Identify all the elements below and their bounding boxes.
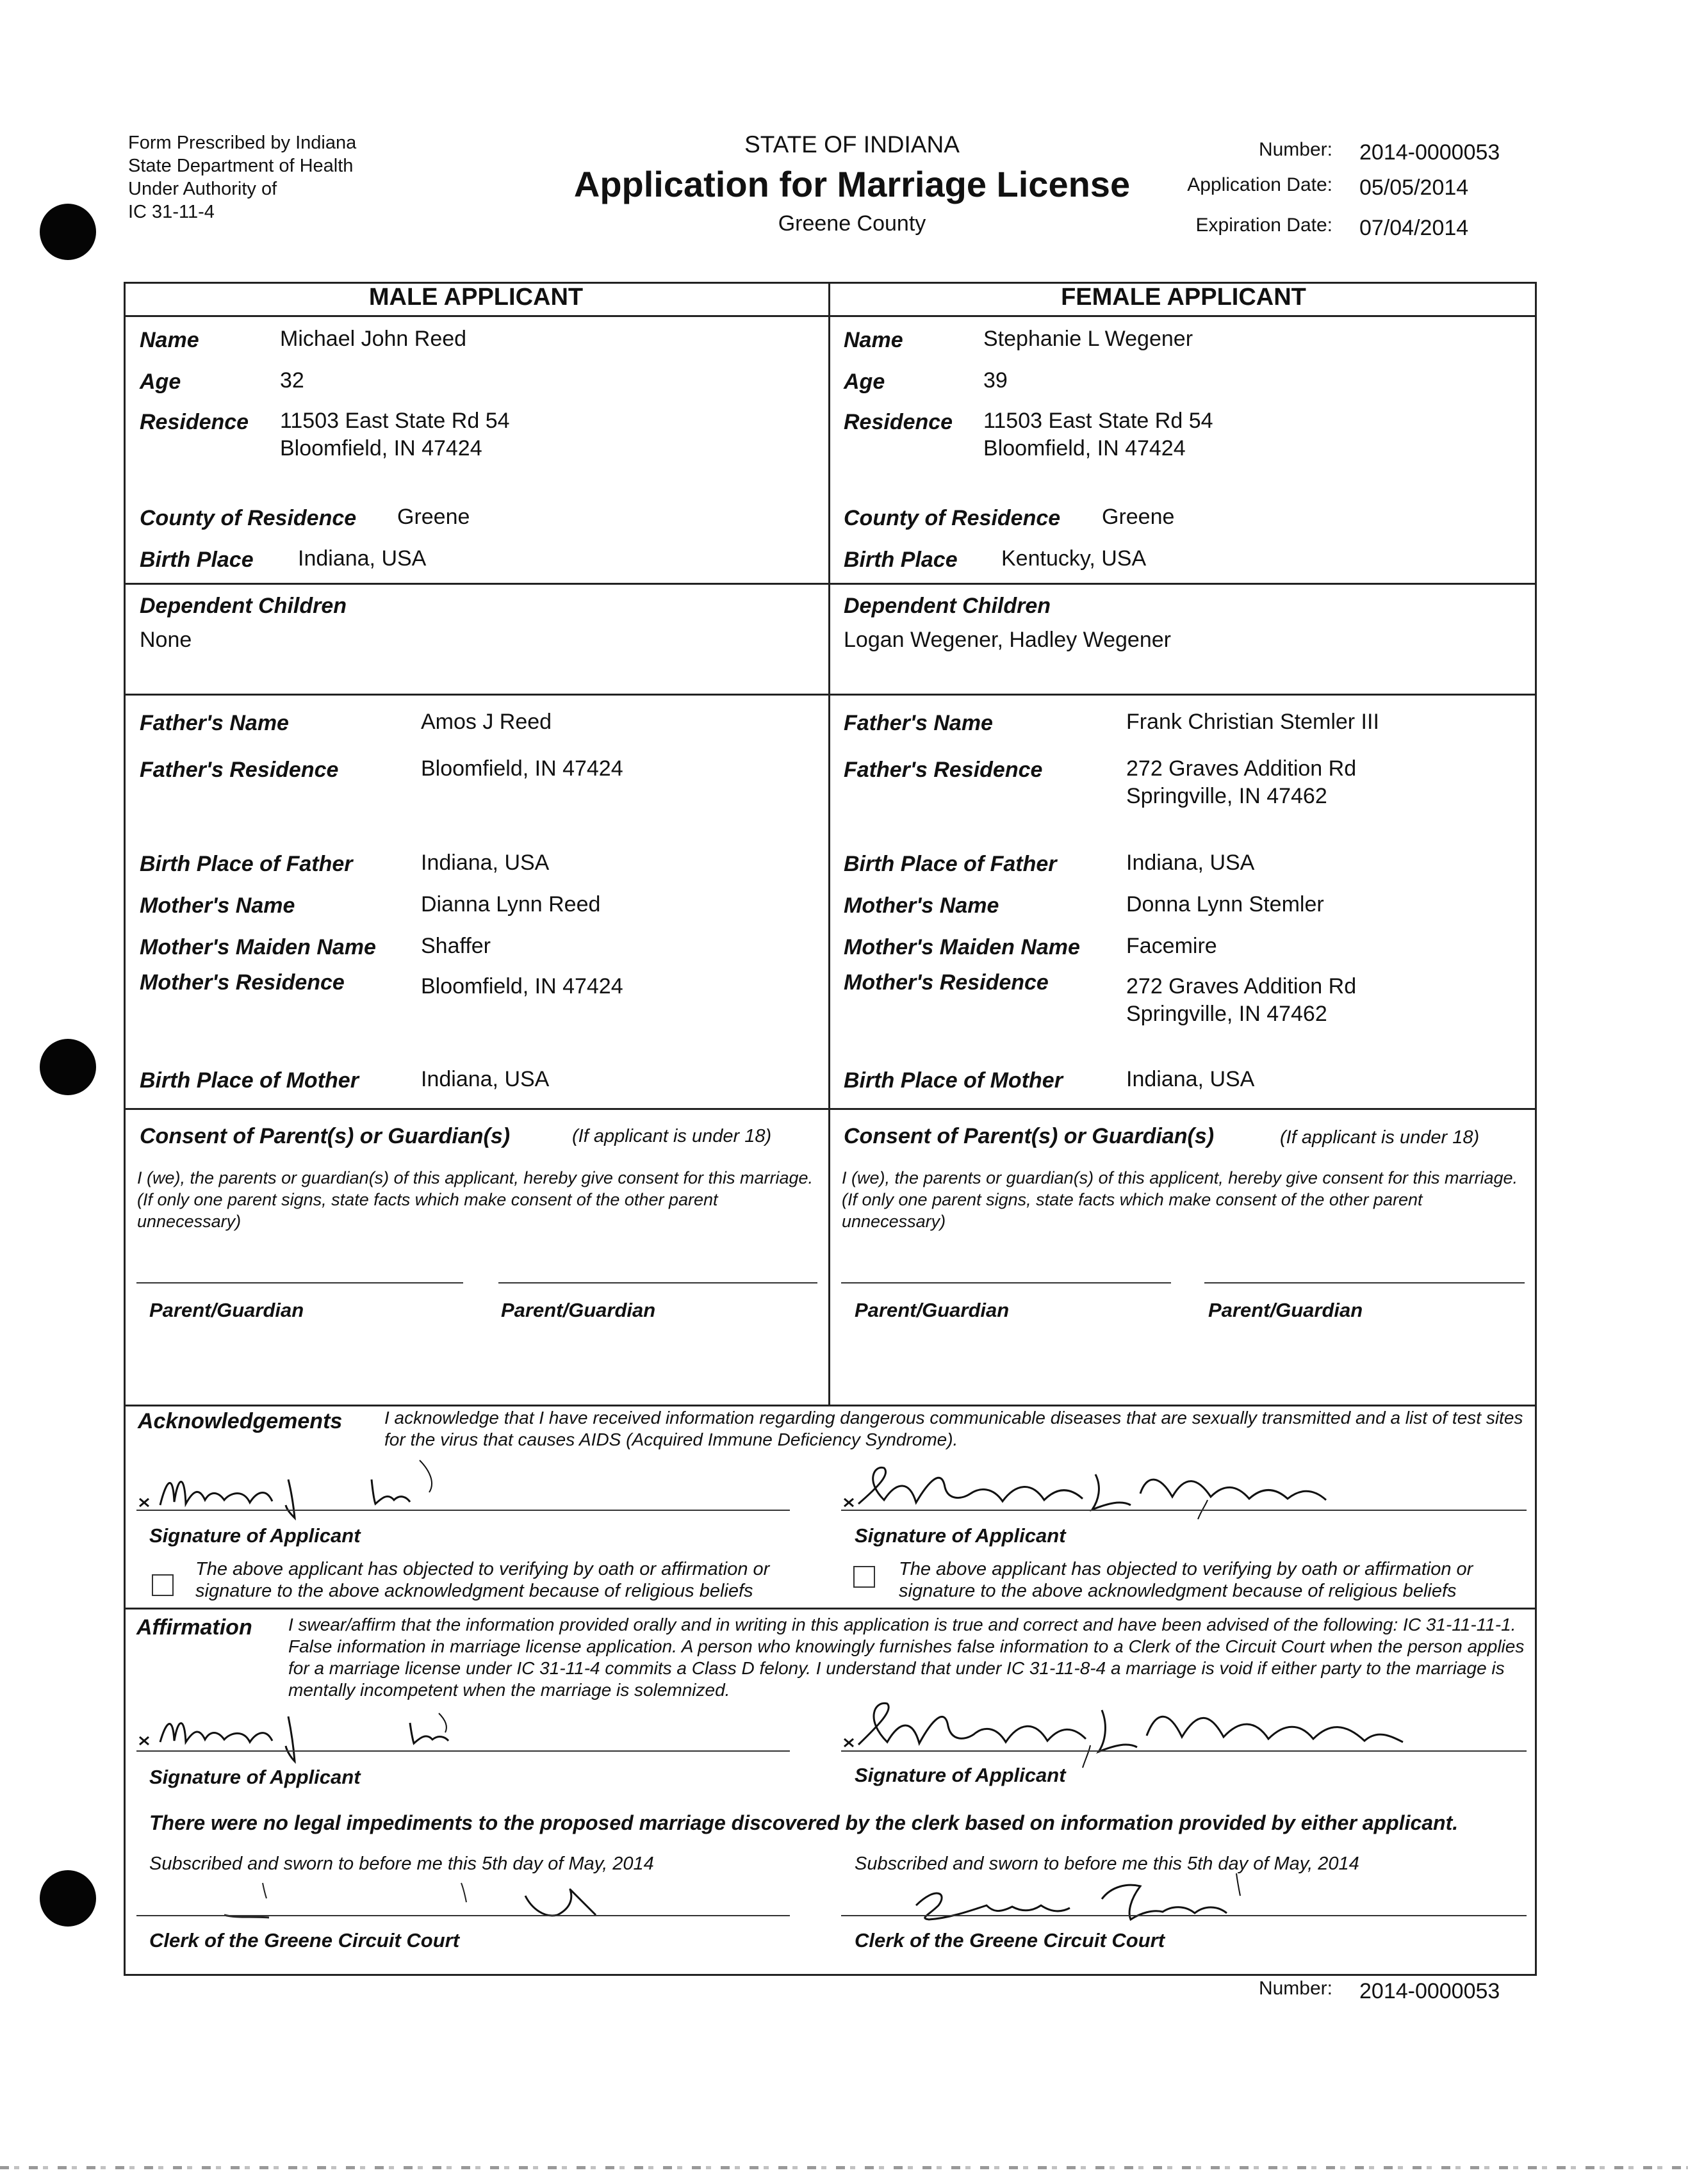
female-birth-place-father: Indiana, USA [1126,851,1255,875]
male-residence-line2: Bloomfield, IN 47424 [280,436,482,460]
male-birth-place-father-label: Birth Place of Father [140,852,353,876]
female-birth-place-label: Birth Place [844,548,958,572]
female-parent-signature-line-2[interactable] [1204,1282,1525,1284]
female-signature-of-applicant-label-affirm: Signature of Applicant [855,1764,1066,1786]
column-divider [828,282,830,1406]
female-birth-place-mother-label: Birth Place of Mother [844,1068,1063,1093]
affirmation-label: Affirmation [136,1615,252,1640]
male-parent-guardian-label-2: Parent/Guardian [501,1299,656,1321]
male-residence-line1: 11503 East State Rd 54 [280,409,510,433]
male-applicant-heading: MALE APPLICANT [368,284,584,311]
male-birth-place-mother-label: Birth Place of Mother [140,1068,359,1093]
female-objection-checkbox[interactable] [853,1566,875,1588]
female-mothers-residence-label: Mother's Residence [844,970,1049,995]
male-fathers-residence-label: Father's Residence [140,758,339,782]
female-age-label: Age [844,370,885,394]
form-prescribed-line: State Department of Health [128,156,354,176]
male-mothers-name-label: Mother's Name [140,893,295,918]
no-impediments-statement: There were no legal impediments to the proposed marriage discovered by the clerk based on information provided by either applicant. [149,1811,1459,1834]
form-prescribed-line: IC 31-11-4 [128,202,215,222]
hole-punch-bottom [40,1870,96,1927]
male-applicant-signature-affirm [135,1697,493,1768]
divider [124,1108,1537,1110]
male-objection-checkbox[interactable] [152,1574,174,1596]
number-value: 2014-0000053 [1359,140,1500,165]
male-consent-note: (If applicant is under 18) [572,1126,772,1146]
female-age: 39 [983,368,1008,393]
male-parent-signature-line-2[interactable] [498,1282,817,1284]
hole-punch-middle [40,1039,96,1095]
male-age-label: Age [140,370,181,394]
female-fathers-residence-line2: Springville, IN 47462 [1126,784,1327,808]
clerk-signature-right [910,1861,1320,1931]
female-applicant-signature-ack [839,1449,1364,1526]
female-subscribed-sworn: Subscribed and sworn to before me this 5th day of May, 2014 [855,1854,1359,1874]
document-title: Application for Marriage License [573,164,1131,204]
divider [124,694,1537,696]
footer-number-label: Number: [1258,1978,1332,1999]
female-consent-title: Consent of Parent(s) or Guardian(s) [844,1124,1215,1148]
female-dependent-children: Logan Wegener, Hadley Wegener [844,628,1171,652]
male-fathers-residence-line1: Bloomfield, IN 47424 [421,756,623,781]
female-consent-text: I (we), the parents or guardian(s) of this applicent, hereby give consent for this marriage. (If only one parent signs, state facts which make consent of the other parent unnecessary) [842,1168,1518,1231]
female-residence-label: Residence [844,410,953,434]
male-consent-title: Consent of Parent(s) or Guardian(s) [140,1124,511,1148]
divider [124,1608,1537,1609]
acknowledgements-text: I acknowledge that I have received information regarding dangerous communicable diseases that are sexually transmitted and a list of test sites for the virus that causes AIDS (Acquired Immune Deficiency Syndrome). [384,1408,1523,1449]
female-mothers-maiden-name: Facemire [1126,934,1217,958]
clerk-signature-left [211,1870,609,1934]
divider [124,583,1537,585]
male-applicant-signature-line-affirm[interactable] [136,1750,790,1752]
expiration-date-value: 07/04/2014 [1359,216,1469,240]
female-fathers-name: Frank Christian Stemler III [1126,710,1379,734]
form-prescribed-line: Form Prescribed by Indiana [128,133,357,153]
female-county-label: County of Residence [844,506,1061,530]
male-mothers-maiden-name-label: Mother's Maiden Name [140,935,376,959]
divider [124,315,1537,317]
female-birth-place: Kentucky, USA [1001,546,1147,571]
male-birth-place-mother: Indiana, USA [421,1067,550,1091]
male-mothers-residence-line1: Bloomfield, IN 47424 [421,974,623,998]
female-birth-place-mother: Indiana, USA [1126,1067,1255,1091]
female-consent-note: (If applicant is under 18) [1280,1127,1480,1148]
female-birth-place-father-label: Birth Place of Father [844,852,1057,876]
male-birth-place-father: Indiana, USA [421,851,550,875]
female-parent-guardian-label-2: Parent/Guardian [1208,1299,1363,1321]
application-date-value: 05/05/2014 [1359,175,1469,200]
female-fathers-residence-line1: 272 Graves Addition Rd [1126,756,1357,781]
male-parent-signature-line-1[interactable] [136,1282,463,1284]
male-consent-text: I (we), the parents or guardian(s) of this applicant, hereby give consent for this marriage. (If only one parent signs, state facts which make consent of the other parent unnecessary) [137,1168,814,1231]
clerk-signature-line-right[interactable] [841,1915,1527,1916]
female-mothers-name: Donna Lynn Stemler [1126,892,1324,917]
male-county-label: County of Residence [140,506,357,530]
number-label: Number: [1258,139,1332,160]
female-fathers-name-label: Father's Name [844,711,993,735]
male-subscribed-sworn: Subscribed and sworn to before me this 5th day of May, 2014 [149,1854,654,1874]
male-fathers-name-label: Father's Name [140,711,289,735]
female-mothers-name-label: Mother's Name [844,893,999,918]
clerk-label-right: Clerk of the Greene Circuit Court [855,1929,1165,1952]
male-applicant-signature-ack [135,1454,493,1524]
male-county: Greene [397,505,470,529]
female-applicant-signature-line-ack[interactable] [841,1510,1527,1511]
male-objection-text: The above applicant has objected to verifying by oath or affirmation or signature to the above acknowledgment because of religious beliefs [195,1559,770,1601]
clerk-label-left: Clerk of the Greene Circuit Court [149,1929,460,1952]
female-applicant-heading: FEMALE APPLICANT [1061,284,1306,311]
hole-punch-top [40,204,96,260]
female-dependent-children-label: Dependent Children [844,594,1051,618]
female-name-label: Name [844,328,903,352]
male-fathers-name: Amos J Reed [421,710,552,734]
clerk-signature-line-left[interactable] [136,1915,790,1916]
female-applicant-signature-line-affirm[interactable] [841,1750,1527,1752]
acknowledgements-label: Acknowledgements [138,1409,343,1433]
female-fathers-residence-label: Father's Residence [844,758,1043,782]
male-residence-label: Residence [140,410,249,434]
male-name-label: Name [140,328,199,352]
male-mothers-maiden-name: Shaffer [421,934,491,958]
female-residence-line2: Bloomfield, IN 47424 [983,436,1186,460]
female-objection-text: The above applicant has objected to verifying by oath or affirmation or signature to the above acknowledgment because of religious beliefs [899,1559,1473,1601]
affirmation-text: I swear/affirm that the information provided orally and in writing in this application is true and correct and have been advised of the following: IC 31-11-11-1. False information in marriage license application. A person who knowingly furnishes false information to a Clerk of the Circuit Court when the person applies for a marriage license under IC 31-11-4 commits a Class D felony. I understand that under IC 31-11-8-4 a marriage is void if either party to the marriage is mentally incompetent when the marriage is solemnized. [288,1615,1525,1700]
female-parent-signature-line-1[interactable] [841,1282,1171,1284]
male-applicant-signature-line-ack[interactable] [136,1510,790,1511]
female-name: Stephanie L Wegener [983,327,1193,351]
female-mothers-maiden-name-label: Mother's Maiden Name [844,935,1080,959]
male-birth-place: Indiana, USA [298,546,427,571]
form-prescribed-line: Under Authority of [128,179,277,199]
male-parent-guardian-label-1: Parent/Guardian [149,1299,304,1321]
female-parent-guardian-label-1: Parent/Guardian [855,1299,1010,1321]
scan-artifact [0,2166,1688,2169]
form-prescribed-note [128,131,356,224]
footer-number-value: 2014-0000053 [1359,1979,1500,2003]
female-applicant-signature-affirm [839,1691,1454,1774]
male-name: Michael John Reed [280,327,467,351]
female-mothers-residence-line2: Springville, IN 47462 [1126,1002,1327,1026]
female-signature-of-applicant-label-ack: Signature of Applicant [855,1524,1066,1547]
male-birth-place-label: Birth Place [140,548,254,572]
female-residence-line1: 11503 East State Rd 54 [983,409,1213,433]
divider [124,1405,1537,1406]
male-mothers-residence-label: Mother's Residence [140,970,345,995]
male-dependent-children: None [140,628,192,652]
female-mothers-residence-line1: 272 Graves Addition Rd [1126,974,1357,998]
application-date-label: Application Date: [1187,174,1332,195]
male-dependent-children-label: Dependent Children [140,594,347,618]
female-county: Greene [1102,505,1175,529]
male-signature-of-applicant-label-affirm: Signature of Applicant [149,1766,361,1788]
expiration-date-label: Expiration Date: [1195,215,1332,236]
male-mothers-name: Dianna Lynn Reed [421,892,601,917]
state-heading: STATE OF INDIANA [744,131,960,158]
male-age: 32 [280,368,304,393]
county-heading: Greene County [778,211,926,236]
male-signature-of-applicant-label-ack: Signature of Applicant [149,1524,361,1547]
